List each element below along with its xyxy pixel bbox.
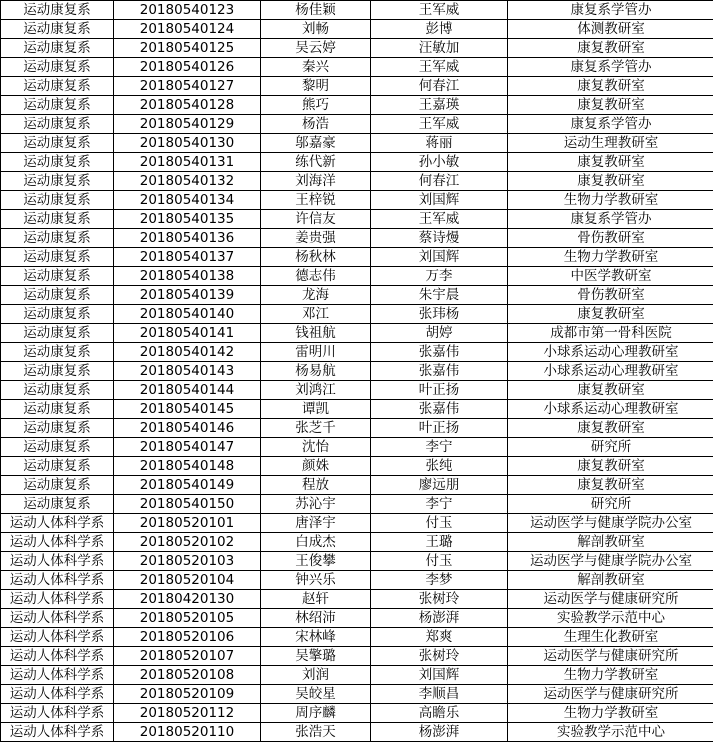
student-id-cell: 20180540148 [114, 457, 261, 476]
department-cell: 运动康复系 [1, 20, 114, 39]
department-cell: 运动人体科学系 [1, 628, 114, 647]
unit-cell: 康复教研室 [508, 476, 713, 495]
table-body [1, 1, 713, 742]
supervisor-cell: 王璐 [371, 533, 508, 552]
student-id-cell: 20180520110 [114, 723, 261, 742]
department-cell: 运动人体科学系 [1, 723, 114, 742]
supervisor-cell: 李梦 [371, 571, 508, 590]
table-row [1, 552, 713, 571]
student-id-cell: 20180540136 [114, 229, 261, 248]
student-name-cell: 钟兴乐 [261, 571, 371, 590]
supervisor-cell: 杨澎湃 [371, 609, 508, 628]
department-cell: 运动康复系 [1, 172, 114, 191]
student-id-cell: 20180520108 [114, 666, 261, 685]
department-cell: 运动康复系 [1, 476, 114, 495]
unit-cell: 解剖教研室 [508, 533, 713, 552]
unit-cell: 运动医学与健康学院办公室 [508, 552, 713, 571]
student-id-cell: 20180540144 [114, 381, 261, 400]
student-name-cell: 钱祖航 [261, 324, 371, 343]
student-name-cell: 宋林峰 [261, 628, 371, 647]
student-id-cell: 20180540127 [114, 77, 261, 96]
supervisor-cell: 张树玲 [371, 647, 508, 666]
department-cell: 运动人体科学系 [1, 514, 114, 533]
unit-cell: 康复教研室 [508, 305, 713, 324]
department-cell: 运动康复系 [1, 343, 114, 362]
student-id-cell: 20180540123 [114, 1, 261, 20]
table-row [1, 400, 713, 419]
supervisor-cell: 高瞻乐 [371, 704, 508, 723]
department-cell: 运动康复系 [1, 96, 114, 115]
unit-cell: 实验教学示范中心 [508, 723, 713, 742]
table-row [1, 305, 713, 324]
student-id-cell: 20180540142 [114, 343, 261, 362]
student-name-cell: 杨易航 [261, 362, 371, 381]
student-id-cell: 20180540129 [114, 115, 261, 134]
department-cell: 运动康复系 [1, 267, 114, 286]
unit-cell: 运动医学与健康学院办公室 [508, 514, 713, 533]
student-name-cell: 龙海 [261, 286, 371, 305]
department-cell: 运动人体科学系 [1, 666, 114, 685]
table-row [1, 704, 713, 723]
supervisor-cell: 张嘉伟 [371, 400, 508, 419]
department-cell: 运动康复系 [1, 419, 114, 438]
table-row [1, 438, 713, 457]
supervisor-cell: 李宁 [371, 495, 508, 514]
student-id-cell: 20180540124 [114, 20, 261, 39]
table-row [1, 590, 713, 609]
table-row [1, 381, 713, 400]
supervisor-cell: 张嘉伟 [371, 343, 508, 362]
supervisor-cell: 张树玲 [371, 590, 508, 609]
unit-cell: 康复教研室 [508, 96, 713, 115]
supervisor-cell: 朱宇晨 [371, 286, 508, 305]
student-id-cell: 20180520107 [114, 647, 261, 666]
student-name-cell: 唐泽宇 [261, 514, 371, 533]
unit-cell: 康复教研室 [508, 153, 713, 172]
unit-cell: 生物力学教研室 [508, 191, 713, 210]
student-name-cell: 王俊攀 [261, 552, 371, 571]
supervisor-cell: 王军威 [371, 1, 508, 20]
supervisor-cell: 李宁 [371, 438, 508, 457]
table-row [1, 77, 713, 96]
student-name-cell: 秦兴 [261, 58, 371, 77]
student-id-cell: 20180520106 [114, 628, 261, 647]
student-name-cell: 德志伟 [261, 267, 371, 286]
department-cell: 运动人体科学系 [1, 590, 114, 609]
student-id-cell: 20180540130 [114, 134, 261, 153]
unit-cell: 体测教研室 [508, 20, 713, 39]
supervisor-cell: 蔡诗熳 [371, 229, 508, 248]
table-row [1, 666, 713, 685]
supervisor-cell: 万李 [371, 267, 508, 286]
department-cell: 运动人体科学系 [1, 571, 114, 590]
student-id-cell: 20180540126 [114, 58, 261, 77]
department-cell: 运动康复系 [1, 191, 114, 210]
student-id-cell: 20180540131 [114, 153, 261, 172]
table-row [1, 476, 713, 495]
supervisor-cell: 杨澎湃 [371, 723, 508, 742]
table-row [1, 514, 713, 533]
table-row [1, 723, 713, 742]
student-name-cell: 邓江 [261, 305, 371, 324]
unit-cell: 小球系运动心理教研室 [508, 400, 713, 419]
unit-cell: 康复系学管办 [508, 115, 713, 134]
student-name-cell: 练代新 [261, 153, 371, 172]
student-id-cell: 20180540150 [114, 495, 261, 514]
table-row [1, 153, 713, 172]
supervisor-cell: 刘国辉 [371, 248, 508, 267]
table-row [1, 457, 713, 476]
student-name-cell: 刘畅 [261, 20, 371, 39]
department-cell: 运动康复系 [1, 153, 114, 172]
unit-cell: 康复系学管办 [508, 58, 713, 77]
unit-cell: 运动医学与健康研究所 [508, 590, 713, 609]
department-cell: 运动人体科学系 [1, 609, 114, 628]
table-row [1, 1, 713, 20]
department-cell: 运动康复系 [1, 229, 114, 248]
table-row [1, 58, 713, 77]
unit-cell: 骨伤教研室 [508, 229, 713, 248]
department-cell: 运动康复系 [1, 1, 114, 20]
supervisor-cell: 张玮杨 [371, 305, 508, 324]
department-cell: 运动康复系 [1, 286, 114, 305]
unit-cell: 骨伤教研室 [508, 286, 713, 305]
student-id-cell: 20180540140 [114, 305, 261, 324]
student-id-cell: 20180540135 [114, 210, 261, 229]
table-row [1, 20, 713, 39]
student-id-cell: 20180520104 [114, 571, 261, 590]
table-row [1, 286, 713, 305]
supervisor-cell: 李顺昌 [371, 685, 508, 704]
department-cell: 运动康复系 [1, 362, 114, 381]
table-row [1, 609, 713, 628]
department-cell: 运动康复系 [1, 248, 114, 267]
unit-cell: 生理生化教研室 [508, 628, 713, 647]
student-id-cell: 20180520112 [114, 704, 261, 723]
student-id-cell: 20180520103 [114, 552, 261, 571]
department-cell: 运动康复系 [1, 39, 114, 58]
table-row [1, 571, 713, 590]
student-id-cell: 20180540134 [114, 191, 261, 210]
department-cell: 运动康复系 [1, 134, 114, 153]
unit-cell: 生物力学教研室 [508, 248, 713, 267]
student-name-cell: 刘海洋 [261, 172, 371, 191]
student-name-cell: 杨秋林 [261, 248, 371, 267]
department-cell: 运动康复系 [1, 438, 114, 457]
unit-cell: 解剖教研室 [508, 571, 713, 590]
department-cell: 运动康复系 [1, 400, 114, 419]
department-cell: 运动康复系 [1, 77, 114, 96]
supervisor-cell: 王军威 [371, 210, 508, 229]
table-row [1, 362, 713, 381]
unit-cell: 生物力学教研室 [508, 704, 713, 723]
student-name-cell: 王梓锐 [261, 191, 371, 210]
department-cell: 运动康复系 [1, 210, 114, 229]
student-name-cell: 黎明 [261, 77, 371, 96]
unit-cell: 康复教研室 [508, 457, 713, 476]
unit-cell: 成都市第一骨科医院 [508, 324, 713, 343]
supervisor-cell: 张纯 [371, 457, 508, 476]
student-id-cell: 20180540139 [114, 286, 261, 305]
department-cell: 运动人体科学系 [1, 533, 114, 552]
table-row [1, 248, 713, 267]
supervisor-cell: 汪敏加 [371, 39, 508, 58]
unit-cell: 研究所 [508, 495, 713, 514]
department-cell: 运动人体科学系 [1, 647, 114, 666]
student-id-cell: 20180520102 [114, 533, 261, 552]
student-name-cell: 吴皎星 [261, 685, 371, 704]
student-name-cell: 谭凯 [261, 400, 371, 419]
student-name-cell: 雷明川 [261, 343, 371, 362]
table-row [1, 647, 713, 666]
unit-cell: 运动医学与健康研究所 [508, 685, 713, 704]
supervisor-cell: 王军威 [371, 115, 508, 134]
supervisor-cell: 张嘉伟 [371, 362, 508, 381]
student-id-cell: 20180420130 [114, 590, 261, 609]
unit-cell: 小球系运动心理教研室 [508, 343, 713, 362]
student-id-cell: 20180540132 [114, 172, 261, 191]
student-id-cell: 20180540125 [114, 39, 261, 58]
supervisor-cell: 胡婷 [371, 324, 508, 343]
supervisor-cell: 郑爽 [371, 628, 508, 647]
unit-cell: 康复教研室 [508, 172, 713, 191]
student-name-cell: 杨佳颖 [261, 1, 371, 20]
unit-cell: 运动生理教研室 [508, 134, 713, 153]
student-name-cell: 张芝千 [261, 419, 371, 438]
student-id-cell: 20180540141 [114, 324, 261, 343]
student-name-cell: 沈怡 [261, 438, 371, 457]
unit-cell: 小球系运动心理教研室 [508, 362, 713, 381]
department-cell: 运动康复系 [1, 381, 114, 400]
table-row [1, 343, 713, 362]
student-name-cell: 熊巧 [261, 96, 371, 115]
unit-cell: 实验教学示范中心 [508, 609, 713, 628]
supervisor-cell: 付玉 [371, 552, 508, 571]
unit-cell: 运动医学与健康研究所 [508, 647, 713, 666]
student-id-cell: 20180540137 [114, 248, 261, 267]
supervisor-cell: 王嘉瑛 [371, 96, 508, 115]
department-cell: 运动康复系 [1, 324, 114, 343]
student-name-cell: 赵轩 [261, 590, 371, 609]
student-name-cell: 周序麟 [261, 704, 371, 723]
student-name-cell: 许信友 [261, 210, 371, 229]
table-row [1, 495, 713, 514]
table-row [1, 115, 713, 134]
supervisor-cell: 王军威 [371, 58, 508, 77]
table-row [1, 39, 713, 58]
student-id-cell: 20180540128 [114, 96, 261, 115]
unit-cell: 康复教研室 [508, 39, 713, 58]
student-id-cell: 20180540138 [114, 267, 261, 286]
department-cell: 运动人体科学系 [1, 552, 114, 571]
supervisor-cell: 刘国辉 [371, 666, 508, 685]
supervisor-cell: 蒋丽 [371, 134, 508, 153]
department-cell: 运动人体科学系 [1, 685, 114, 704]
supervisor-cell: 刘国辉 [371, 191, 508, 210]
unit-cell: 研究所 [508, 438, 713, 457]
unit-cell: 中医学教研室 [508, 267, 713, 286]
student-name-cell: 杨浩 [261, 115, 371, 134]
table-row [1, 324, 713, 343]
table-row [1, 628, 713, 647]
unit-cell: 康复系学管办 [508, 1, 713, 20]
student-name-cell: 姜贵强 [261, 229, 371, 248]
student-id-cell: 20180540145 [114, 400, 261, 419]
table-row [1, 685, 713, 704]
unit-cell: 康复系学管办 [508, 210, 713, 229]
supervisor-cell: 付玉 [371, 514, 508, 533]
student-id-cell: 20180520101 [114, 514, 261, 533]
unit-cell: 康复教研室 [508, 381, 713, 400]
student-name-cell: 林绍沛 [261, 609, 371, 628]
supervisor-cell: 孙小敏 [371, 153, 508, 172]
department-cell: 运动康复系 [1, 58, 114, 77]
table-row [1, 210, 713, 229]
student-id-cell: 20180540146 [114, 419, 261, 438]
supervisor-cell: 何春江 [371, 77, 508, 96]
table-row [1, 134, 713, 153]
student-name-cell: 程放 [261, 476, 371, 495]
department-cell: 运动康复系 [1, 495, 114, 514]
supervisor-cell: 叶正扬 [371, 381, 508, 400]
unit-cell: 康复教研室 [508, 419, 713, 438]
student-name-cell: 白成杰 [261, 533, 371, 552]
student-id-cell: 20180540147 [114, 438, 261, 457]
supervisor-cell: 彭博 [371, 20, 508, 39]
student-id-cell: 20180540143 [114, 362, 261, 381]
student-name-cell: 邬嘉豪 [261, 134, 371, 153]
supervisor-cell: 廖远朋 [371, 476, 508, 495]
table-row [1, 229, 713, 248]
table-row [1, 96, 713, 115]
department-cell: 运动人体科学系 [1, 704, 114, 723]
student-name-cell: 颜姝 [261, 457, 371, 476]
table-row [1, 172, 713, 191]
table-row [1, 267, 713, 286]
student-name-cell: 刘润 [261, 666, 371, 685]
table-row [1, 191, 713, 210]
supervisor-cell: 何春江 [371, 172, 508, 191]
student-name-cell: 苏沁宇 [261, 495, 371, 514]
student-id-cell: 20180540149 [114, 476, 261, 495]
unit-cell: 生物力学教研室 [508, 666, 713, 685]
supervisor-cell: 叶正扬 [371, 419, 508, 438]
department-cell: 运动康复系 [1, 115, 114, 134]
department-cell: 运动康复系 [1, 305, 114, 324]
department-cell: 运动康复系 [1, 457, 114, 476]
student-id-cell: 20180520109 [114, 685, 261, 704]
table-row [1, 419, 713, 438]
student-id-cell: 20180520105 [114, 609, 261, 628]
student-name-cell: 刘鸿江 [261, 381, 371, 400]
table-row [1, 533, 713, 552]
student-name-cell: 吴擎璐 [261, 647, 371, 666]
student-name-cell: 吴云婷 [261, 39, 371, 58]
student-name-cell: 张浩天 [261, 723, 371, 742]
unit-cell: 康复教研室 [508, 77, 713, 96]
